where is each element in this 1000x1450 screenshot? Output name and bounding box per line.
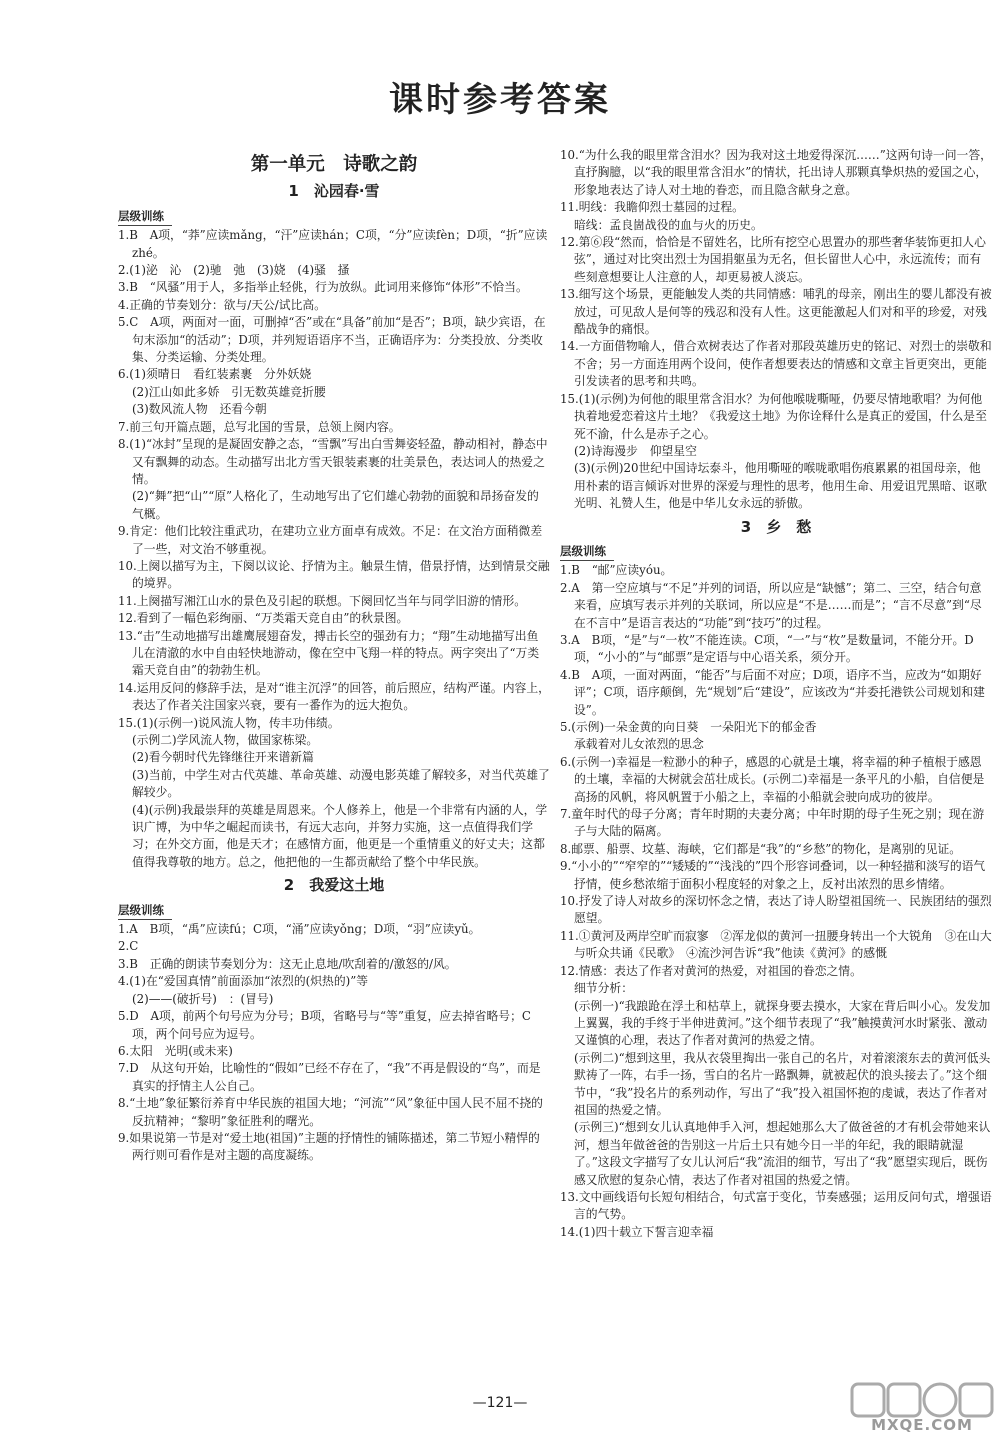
answer-item: (示例二)学风流人物，做国家栋梁。 bbox=[132, 733, 319, 747]
answer-item: 8.“土地”象征繁衍养育中华民族的祖国大地；“河流”“风”象征中国人民不屈不挠的反抗精神；“黎明”象征胜利的曙光。 bbox=[118, 1096, 543, 1128]
answer-list-2b bbox=[560, 147, 992, 513]
answer-item: 1.B “邮”应读yóu。 bbox=[560, 563, 673, 578]
answer-item: 1.B A项，“莽”应读mǎng，“汗”应读hán；C项，“分”应读fèn；D项，“折”应读zhé。 bbox=[118, 228, 548, 260]
answer-item: 13.文中画线语句长短句相结合，句式富于变化，节奏感强；运用反问句式，增强语言的气势。 bbox=[560, 1189, 992, 1222]
lesson-title-3: 3 乡 愁 bbox=[740, 517, 812, 536]
answer-item: 4.(1)在“爱国真情”前面添加“浓烈的(炽热的)”等 bbox=[118, 974, 369, 989]
lesson-title-2: 2 我爱这土地 bbox=[283, 876, 385, 895]
answer-item: 9.肯定：他们比较注重武功，在建功立业方面卓有成效。不足：在文治方面稍微差了一些，对文治不够重视。 bbox=[118, 524, 543, 556]
answer-item: 7.D 从这句开始，比喻性的“假如”已经不存在了，“我”不再是假设的“鸟”，而是真实的抒情主人公自己。 bbox=[118, 1061, 541, 1093]
answer-item: 8.(1)“冰封”呈现的是凝固安静之态，“雪飘”写出白雪舞姿轻盈，静动相衬，静态中又有飘舞的动态。生动描写出北方雪天银装素裹的壮美景色，表达词人的热爱之情。 bbox=[118, 437, 548, 486]
answer-list-1 bbox=[118, 227, 550, 871]
answer-item: (示例三)“想到女儿认真地伸手入河，想起她那么大了做爸爸的才有机会带她来认河，想当年做爸爸的告别这一片后土只有她今日一半的年纪，我的眼睛就湿了。”这段文字描写了女儿认河后“我”流泪的细节，写出了“我”愿望实现后，既伤感又欣慰的复杂心情，表达了作者对祖国的热爱之情。 bbox=[574, 1120, 991, 1187]
answer-item: 细节分析： bbox=[574, 981, 633, 996]
section-tag: 层级训练 bbox=[118, 208, 172, 226]
answer-item: (2)看今朝时代先锋继往开来谱新篇 bbox=[132, 750, 314, 765]
answer-item: 5.D A项，前两个句号应为分号；B项，省略号与“等”重复，应去掉省略号；C项，两个问号应为逗号。 bbox=[118, 1009, 531, 1041]
answer-item: 10.“为什么我的眼里常含泪水？因为我对这土地爱得深沉……”这两句诗一问一答，直抒胸臆，以“我的眼里常含泪水”的情状，托出诗人那颗真挚炽热的爱国之心，形象地表达了诗人对土地的眷恋，而且隐含献身之意。 bbox=[560, 148, 992, 197]
answer-item: (4)(示例)我最崇拜的英雄是周恩来。个人修养上，他是一个非常有内涵的人，学识广博，为中华之崛起而读书，有远大志向，并努力实施，这一点值得我们学习；在外交方面，他是天才；在感情方面，他更是一个重情重义的好丈夫；这都值得我尊敬的地方。总之，他把他的一生都贡献给了整个中华民族。 bbox=[132, 802, 548, 869]
section-tag: 层级训练 bbox=[118, 902, 172, 920]
answer-item: (2)——(破折号) ：(冒号) bbox=[132, 991, 274, 1006]
answer-item: 10.上阕以描写为主，下阕以议论、抒情为主。触景生情，借景抒情，达到情景交融的境界。 bbox=[118, 558, 550, 591]
answer-item: 6.(示例一)幸福是一粒渺小的种子，感恩的心就是土壤，将幸福的种子植根于感恩的土壤，幸福的大树就会茁壮成长。(示例二)幸福是一条平凡的小船，自信便是高扬的风帆，将风帆置于小船之上，幸福的小船就会驶向成功的彼岸。 bbox=[560, 754, 985, 804]
answer-item: (2)江山如此多娇 引无数英雄竞折腰 bbox=[132, 384, 326, 399]
answer-item: 13.“击”生动地描写出雄鹰展翅奋发，搏击长空的强劲有力；“翔”生动地描写出鱼儿在清澈的水中自由轻快地游动，像在空中飞翔一样的特点。两字突出了“万类霜天竞自由”的勃勃生机。 bbox=[118, 628, 540, 678]
answer-item: 2.A 第一空应填与“不足”并列的词语，所以应是“缺憾”；第二、三空，结合句意来看，应填写表示并列的关联词，所以应是“不是……而是”；“言不尽意”到“尽在不言中”是语言表达的“功能”到“技巧”的过程。 bbox=[560, 580, 982, 630]
answer-item: 6.(1)须晴日 看红装素裹 分外妖娆 bbox=[118, 367, 312, 382]
answer-item: 15.(1)(示例一)说风流人物，传丰功伟绩。 bbox=[118, 715, 340, 730]
page-number: —121— bbox=[472, 1395, 528, 1411]
lesson-title-1: 1 沁园春·雪 bbox=[288, 182, 380, 201]
answer-item: 4.正确的节奏划分：欲与/天公/试比高。 bbox=[118, 297, 326, 312]
answer-item: (示例一)“我踉跄在浮土和枯草上，就探身要去摸水，大家在背后叫小心。发发加上翼翼，我的手终于半伸进黄河。”这个细节表现了“我”触摸黄河水时紧张、激动又谨慎的心理，表达了作者对黄河的热爱之情。 bbox=[574, 998, 991, 1048]
answer-item: 暗线：孟良崮战役的血与火的历史。 bbox=[574, 217, 763, 232]
answer-item: 11.①黄河及两岸空旷而寂寥 ②浑龙似的黄河一扭腰身转出一个大锐角 ③在山大与听众共诵《民歌》 ④流沙河告诉“我”他读《黄河》的感慨 bbox=[560, 928, 992, 961]
answer-item: 11.上阕描写湘江山水的景色及引起的联想。下阕回忆当年与同学旧游的情形。 bbox=[118, 593, 527, 608]
answer-item: 13.细写这个场景，更能触发人类的共同情感：哺乳的母亲，刚出生的婴儿都没有被放过，可见敌人是何等的残忍和没有人性。这更能激起人们对和平的珍爱，对残酷战争的痛恨。 bbox=[560, 287, 992, 337]
answer-item: 14.运用反问的修辞手法，是对“谁主沉浮”的回答，前后照应，结构严谨。内容上，表达了作者关注国家兴衰，要有一番作为的远大抱负。 bbox=[118, 680, 550, 713]
answer-item: (3)数风流人物 还看今朝 bbox=[132, 402, 267, 417]
answer-item: (3)(示例)20世纪中国诗坛泰斗，他用嘶哑的喉咙歌唱伤痕累累的祖国母亲，他用朴素的语言倾诉对世界的深爱与理性的思考，他用生命、用爱诅咒黑暗、讴歌光明、礼赞人生，他是中华儿女永远的骄傲。 bbox=[574, 461, 987, 511]
answer-item: 12.看到了一幅色彩绚丽、“万类霜天竞自由”的秋景图。 bbox=[118, 611, 409, 626]
answer-item: 9.如果说第一节是对“爱土地(祖国)”主题的抒情性的铺陈描述，第二节短小精悍的两行则可看作是对主题的高度凝练。 bbox=[118, 1130, 540, 1163]
answer-item: 15.(1)(示例)为何他的眼里常含泪水？为何他喉咙嘶哑，仍要尽情地歌唱？为何他执着地爱恋着这片土地？《我爱这土地》为你诠释什么是真正的爱国，什么是至死不渝，什么是赤子之心。 bbox=[560, 391, 987, 441]
answer-item: 12.情感：表达了作者对黄河的热爱，对祖国的眷恋之情。 bbox=[560, 963, 862, 978]
answer-item: 7.前三句开篇点题，总写北国的雪景，总领上阕内容。 bbox=[118, 419, 401, 434]
answer-item: 1.A B项，“禹”应读fú；C项，“涌”应读yǒng；D项，“羽”应读yǔ。 bbox=[118, 922, 481, 937]
answer-item: (3)当前，中学生对古代英雄、革命英雄、动漫电影英雄了解较多，对当代英雄了解较少。 bbox=[132, 767, 550, 800]
answer-item: 4.B A项，一面对两面，“能否”与后面不对应；D项，语序不当，应改为“如期好评”；C项，语序颠倒，先“规划”后“建设”，应该改为“并委托港铁公司规划和建设”。 bbox=[560, 667, 985, 717]
answer-item: 3.A B项，“是”与“一枚”不能连读。C项，“一”与“枚”是数量词，不能分开。D项，“小小的”与“邮票”是定语与中心语关系，须分开。 bbox=[560, 632, 974, 665]
answer-item: 5.(示例)一朵金黄的向日葵 一朵阳光下的郁金香 bbox=[560, 720, 817, 734]
answer-item: 14.(1)四十载立下誓言迎幸福 bbox=[560, 1224, 714, 1239]
section-tag: 层级训练 bbox=[560, 543, 614, 561]
answer-item: 9.“小小的”“窄窄的”“矮矮的”“浅浅的”四个形容词叠词，以一种轻描和淡写的语气抒情，使乡愁浓缩于面积小程度轻的对象之上，反衬出浓烈的思乡情绪。 bbox=[560, 859, 986, 891]
watermark-text: MXQE.COM bbox=[871, 1416, 973, 1434]
answer-item: 7.童年时代的母子分离；青年时期的夫妻分离；中年时期的母子生死之别；现在游子与大陆的隔离。 bbox=[560, 807, 985, 839]
answer-item: 3.B “风骚”用于人，多指举止轻佻，行为放纵。此词用来修饰“体形”不恰当。 bbox=[118, 280, 528, 295]
answer-item: (2)诗海漫步 仰望星空 bbox=[574, 443, 697, 458]
answer-item: (2)“舞”把“山”“原”人格化了，生动地写出了它们雄心勃勃的面貌和昂扬奋发的气概。 bbox=[132, 489, 539, 521]
answer-item: 11.明线：我瞻仰烈士墓园的过程。 bbox=[560, 200, 744, 215]
answer-item: 3.B 正确的朗读节奏划分为：这无止息地/吹刮着的/激怒的/风。 bbox=[118, 956, 457, 971]
answer-list-3 bbox=[560, 562, 992, 1241]
answer-item: 承载着对儿女浓烈的思念 bbox=[574, 737, 704, 752]
page-title: 课时参考答案 bbox=[389, 80, 611, 120]
watermark bbox=[848, 1378, 996, 1446]
answer-item: 6.太阳 光明(或未来) bbox=[118, 1043, 233, 1058]
answer-item: 10.抒发了诗人对故乡的深切怀念之情，表达了诗人盼望祖国统一、民族团结的强烈愿望。 bbox=[560, 894, 992, 926]
right-column bbox=[560, 147, 992, 1241]
answer-item: (示例二)“想到这里，我从衣袋里掏出一张自己的名片，对着滚滚东去的黄河低头默祷了一阵，右手一扬，雪白的名片一路飘舞，就被起伏的浪头接去了。”这个细节中，“我”投名片的系列动作，写出了“我”投入祖国怀抱的虔诚，表达了作者对祖国的热爱之情。 bbox=[574, 1050, 991, 1117]
left-column bbox=[118, 152, 550, 1165]
answer-item: 14.一方面借物喻人，借合欢树表达了作者对那段英雄历史的铭记、对烈士的崇敬和不舍；另一方面连用两个设问，使作者想要表达的情感和文章主旨更突出，更能引发读者的思考和共鸣。 bbox=[560, 339, 992, 389]
answer-item: 8.邮票、船票、坟墓、海峡，它们都是“我”的“乡愁”的物化，是离别的见证。 bbox=[560, 841, 962, 856]
answer-item: 2.(1)泌 沁 (2)驰 弛 (3)娆 (4)骚 搔 bbox=[118, 263, 350, 278]
answer-item: 5.C A项，两面对一面，可删掉“否”或在“具备”前加“是否”；B项，缺少宾语，在句末添加“的活动”；D项，并列短语语序不当，正确语序为：分类投放、分类收集、分类运输、分类处理。 bbox=[118, 315, 546, 365]
unit-title: 第一单元 诗歌之韵 bbox=[250, 154, 418, 175]
answer-item: 2.C bbox=[118, 939, 139, 954]
answer-item: 12.第⑥段“然而，恰恰是不留姓名，比所有挖空心思置办的那些奢华装饰更扣人心弦”，通过对比突出烈士为国捐躯虽为无名，但长留世人心中，永远流传；而有些刻意想要让人注意的人，却更易被人淡忘。 bbox=[560, 235, 986, 284]
answer-list-2a bbox=[118, 921, 550, 1165]
